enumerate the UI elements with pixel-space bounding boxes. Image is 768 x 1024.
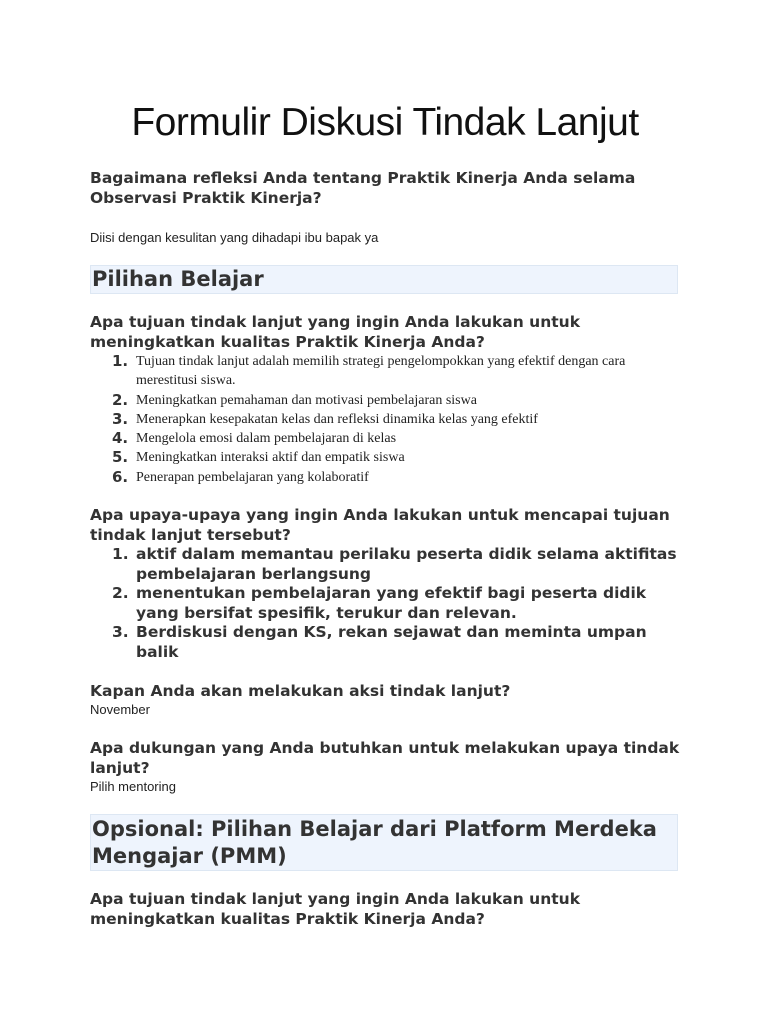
list-item xyxy=(90,448,680,467)
reflection-answer: Diisi dengan kesulitan yang dihadapi ibu bapak ya xyxy=(90,230,379,245)
effort-list xyxy=(90,545,680,663)
list-item-text: menentukan pembelajaran yang efektif bagi peserta didik yang bersifat spesifik, terukur dan relevan. xyxy=(136,584,647,622)
effort-question: Apa upaya-upaya yang ingin Anda lakukan untuk mencapai tujuan tindak lanjut tersebut? xyxy=(90,506,670,544)
list-item-text: Tujuan tindak lanjut adalah memilih strategi pengelompokkan yang efektif dengan cara merestitusi siswa. xyxy=(136,354,626,389)
list-number: 5. xyxy=(112,448,129,467)
list-number: 2. xyxy=(112,390,129,409)
list-item-text: Berdiskusi dengan KS, rekan sejawat dan meminta umpan balik xyxy=(136,623,647,661)
goal-question: Apa tujuan tindak lanjut yang ingin Anda lakukan untuk meningkatkan kualitas Praktik Kinerja Anda? xyxy=(90,313,580,351)
support-question: Apa dukungan yang Anda butuhkan untuk melakukan upaya tindak lanjut? xyxy=(90,739,680,777)
list-number: 4. xyxy=(112,429,129,448)
support-answer: Pilih mentoring xyxy=(90,779,176,794)
list-item-text: Menerapkan kesepakatan kelas dan refleksi dinamika kelas yang efektif xyxy=(136,411,538,427)
list-number: 3. xyxy=(112,409,129,428)
when-answer: November xyxy=(90,702,150,717)
section-heading-pilihan-belajar: Pilihan Belajar xyxy=(90,265,678,294)
list-number: 3. xyxy=(112,623,129,642)
when-question: Kapan Anda akan melakukan aksi tindak lanjut? xyxy=(90,682,511,700)
list-number: 1. xyxy=(112,352,129,370)
list-item xyxy=(90,545,680,584)
list-item-text: Meningkatkan pemahaman dan motivasi pembelajaran siswa xyxy=(136,392,477,408)
section-heading-pmm: Opsional: Pilihan Belajar dari Platform Merdeka Mengajar (PMM) xyxy=(90,814,678,871)
reflection-question: Bagaimana refleksi Anda tentang Praktik Kinerja Anda selama Observasi Praktik Kinerja? xyxy=(90,169,636,207)
list-number: 1. xyxy=(112,545,129,563)
list-item-text: Mengelola emosi dalam pembelajaran di kelas xyxy=(136,431,397,447)
list-item xyxy=(90,391,680,410)
goal-list xyxy=(90,352,680,487)
list-item xyxy=(90,429,680,448)
list-number: 6. xyxy=(112,467,129,486)
list-item xyxy=(90,584,680,623)
list-item-text: aktif dalam memantau perilaku peserta didik selama aktifitas pembelajaran berlangsung xyxy=(136,545,677,583)
list-item xyxy=(90,410,680,429)
list-item-text: Penerapan pembelajaran yang kolaboratif xyxy=(136,469,369,485)
list-number: 2. xyxy=(112,584,129,603)
pmm-goal-question: Apa tujuan tindak lanjut yang ingin Anda lakukan untuk meningkatkan kualitas Praktik Kinerja Anda? xyxy=(90,890,580,928)
list-item-text: Meningkatkan interaksi aktif dan empatik siswa xyxy=(136,450,405,466)
list-item xyxy=(90,352,680,391)
list-item xyxy=(90,623,680,662)
list-item xyxy=(90,468,680,487)
page-title: Formulir Diskusi Tindak Lanjut xyxy=(131,101,639,144)
